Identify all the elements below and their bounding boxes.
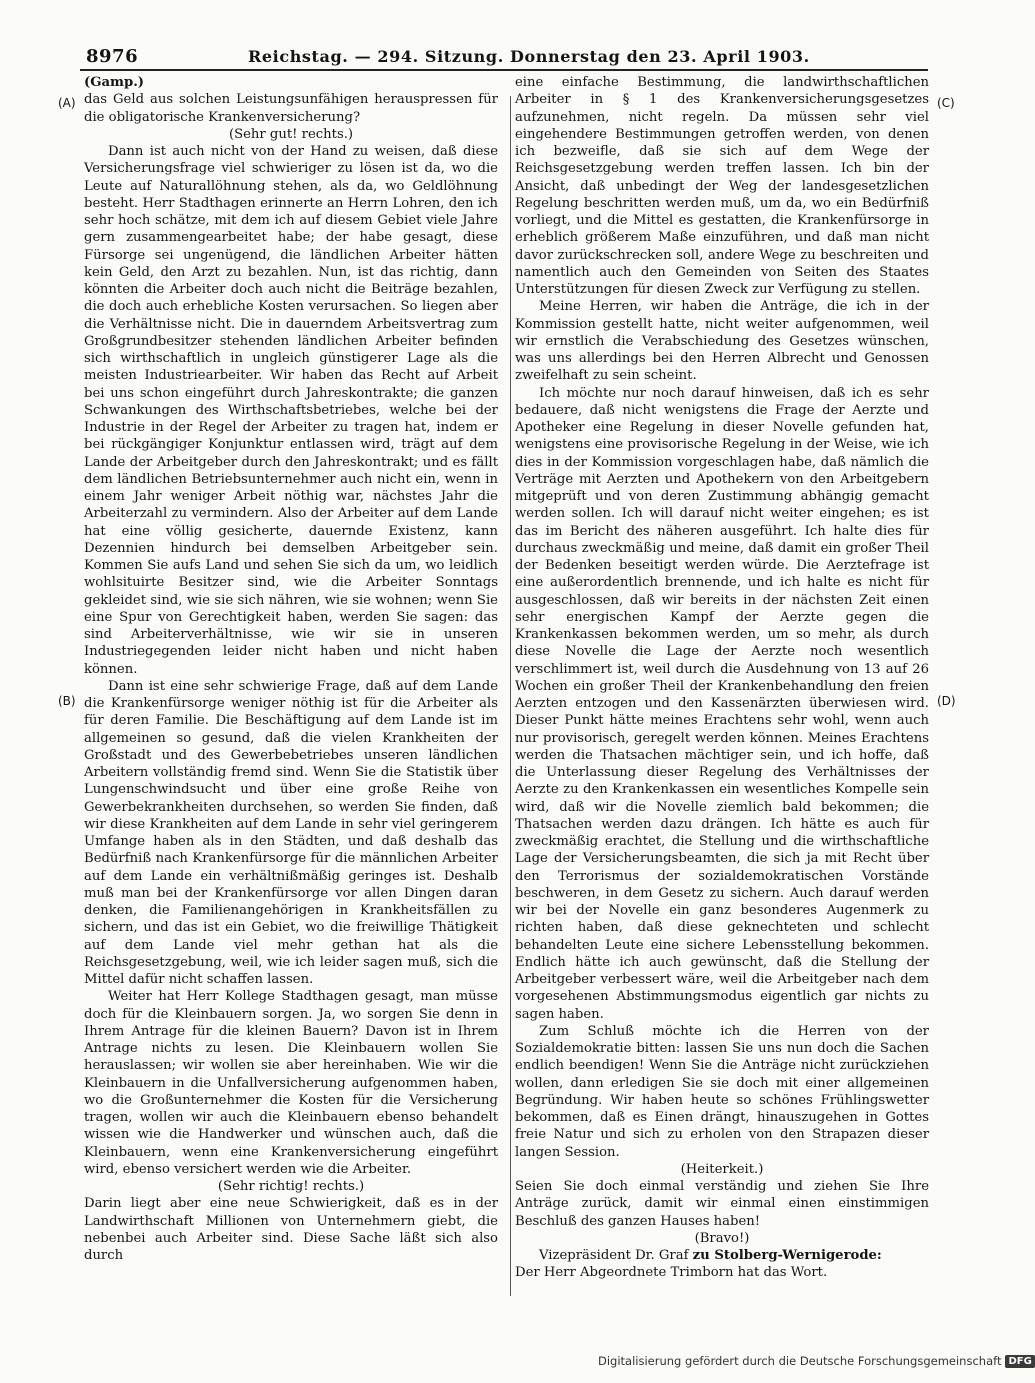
header-rule <box>80 69 928 71</box>
dfg-logo: DFG <box>1005 1355 1034 1368</box>
interjection: (Sehr richtig! rechts.) <box>217 1179 365 1194</box>
margin-mark-a: (A) <box>58 96 76 110</box>
page-number: 8976 <box>86 46 139 67</box>
margin-mark-b: (B) <box>58 694 76 708</box>
paragraph: Weiter hat Herr Kollege Stadthagen gesagt, man müsse doch für die Kleinbauern sorgen. Ja, wo sorgen Sie denn in Ihrem Antrage für die kleinen Bauern? Davon ist in Ihrem Antrage nichts zu lesen. Die Kleinbauern wollen Sie herauslassen; wir wollen sie aber hereinhaben. Wie wir die Kleinbauern in die Unfallversicherung aufgenommen haben, wo die Großunternehmer die Kosten für die Versicherung tragen, wollen wir auch die Kleinbauern ebenso behandelt wissen wie die Handwerker und wünschen auch, daß die Kleinbauern, wenn eine Krankenversicherung eingeführt wird, ebenso versichert werden wie die Arbeiter. <box>84 989 498 1177</box>
footer-text: Digitalisierung gefördert durch die Deutsche Forschungsgemeinschaft <box>598 1354 1002 1368</box>
paragraph: Meine Herren, wir haben die Anträge, die ich in der Kommission gestellt hatte, nicht weiter aufgenommen, weil wir ernstlich die Verabschiedung des Gesetzes wünschen, was uns allerdings bei den Herren Albrecht und Genossen zweifelhaft zu sein scheint. <box>515 299 929 384</box>
running-title: Reichstag. — 294. Sitzung. Donnerstag den 23. April 1903. <box>248 47 810 66</box>
margin-mark-d: (D) <box>937 694 956 708</box>
interjection: (Heiterkeit.) <box>680 1161 764 1177</box>
margin-mark-c: (C) <box>937 96 955 110</box>
speaker-title: Vizepräsident Dr. Graf <box>539 1248 693 1263</box>
paragraph: Dann ist auch nicht von der Hand zu weisen, daß diese Versicherungsfrage viel schwieriger zu lösen ist da, wo die Leute auf Naturallöhnung stehen, als da, wo Geldlöhnung besteht. Herr Stadthagen erinnerte an Herrn Lohren, den ich sehr hoch schätze, mit dem ich auf diesem Gebiet viele Jahre gern zusammengearbeitet habe; der habe gesagt, diese Fürsorge sei ungenügend, die ländlichen Arbeiter hätten kein Geld, den Arzt zu bezahlen. Nun, ist das richtig, dann könnten die Arbeiter doch auch nicht die Beiträge bezahlen, die doch auch erhebliche Kosten verursachen. So liegen aber die Verhältnisse nicht. Die in dauerndem Arbeitsvertrag zum Großgrundbesitzer stehenden ländlichen Arbeiter befinden sich wirthschaftlich in ungleich günstigerer Lage als die meisten Industriearbeiter. Wir haben das Recht auf Arbeit bei uns schon eingeführt durch Jahreskontrakte; die ganzen Schwankungen des Wirthschaftsbetriebes, welche bei der Industrie in der Regel der Arbeiter zu tragen hat, indem er bei rückgängiger Konjunktur entlassen wird, trägt auf dem Lande der Arbeitgeber durch den Jahreskontrakt; und es fällt dem ländlichen Betriebsunternehmer auch nicht ein, wenn in einem Jahr weniger Arbeit nöthig war, nächstes Jahr die Arbeiterzahl zu vermindern. Also der Arbeiter auf dem Lande hat eine völlig gesicherte, dauernde Existenz, kann Dezennien hindurch bei demselben Arbeitgeber sein. Kommen Sie aufs Land und sehen Sie sich da um, wo leidlich wohlsituirte Besitzer sind, wie die Arbeiter Sonntags gekleidet sind, wie sie sich nähren, wie sie wohnen; wenn Sie eine Spur von Gerechtigkeit haben, werden Sie sagen: das sind Arbeiterverhältnisse, wie wir sie in unseren Industriegegenden leider nicht haben und nicht haben können. <box>84 144 498 677</box>
left-column <box>84 74 498 1264</box>
paragraph: Dann ist eine sehr schwierige Frage, daß auf dem Lande die Krankenfürsorge weniger nöthig ist für die Arbeiter als für deren Familie. Die Beschäftigung auf dem Lande ist im allgemeinen so gesund, daß die vielen Krankheiten der Großstadt und des Gewerbebetriebes unseren ländlichen Arbeitern vollständig fremd sind. Wenn Sie die Statistik über Lungenschwindsucht und über eine große Reihe von Gewerbekrankheiten durchsehen, so werden Sie finden, daß wir diese Krankheiten auf dem Lande in sehr viel geringerem Umfange haben als in den Städten, und daß deshalb das Bedürfniß nach Krankenfürsorge für die männlichen Arbeiter auf dem Lande ein verhältnißmäßig geringes ist. Deshalb muß man bei der Krankenfürsorge vor allen Dingen daran denken, die Familienangehörigen in Krankheitsfällen zu sichern, und das ist ein Gebiet, wo die freiwillige Thätigkeit auf dem Lande viel mehr gethan hat als die Reichsgesetzgebung, weil, wie ich leider sagen muß, sich die Mittel dafür nicht schaffen lassen. <box>84 678 498 987</box>
paragraph: Zum Schluß möchte ich die Herren von der Sozialdemokratie bitten: lassen Sie uns nun doch die Sachen endlich beendigen! Wenn Sie die Anträge nicht zurückziehen wollen, dann erledigen Sie sie doch mit einer allgemeinen Begründung. Wir haben heute so schönes Frühlingswetter bekommen, daß es Einen drängt, hinauszugehen in Gottes freie Natur und sich zu erholen von den Strapazen dieser langen Session. <box>515 1023 929 1160</box>
page-header <box>80 44 928 68</box>
speaker-heading <box>515 1247 929 1264</box>
paragraph: Seien Sie doch einmal verständig und ziehen Sie Ihre Anträge zurück, damit wir einmal einen einstimmigen Beschluß des ganzen Hauses haben! <box>515 1179 929 1229</box>
interjection: (Sehr gut! rechts.) <box>228 126 354 142</box>
paragraph: Darin liegt aber eine neue Schwierigkeit, daß es in der Landwirthschaft Millionen von Unternehmern giebt, die nebenbei auch Arbeiter sind. Diese Sache läßt sich also durch <box>84 1196 498 1263</box>
right-column <box>515 74 929 1282</box>
column-divider <box>510 96 511 1296</box>
speaker-name: zu Stolberg-Wernigerode: <box>692 1248 882 1263</box>
paragraph: das Geld aus solchen Leistungsunfähigen herauspressen für die obligatorische Krankenversicherung? <box>84 92 498 125</box>
paragraph: Der Herr Abgeordnete Trimborn hat das Wort. <box>515 1265 828 1281</box>
paragraph: eine einfache Bestimmung, die landwirthschaftlichen Arbeiter in § 1 des Krankenversicherungsgesetzes aufzunehmen, nicht regeln. Da müssen sehr viel eingehendere Bestimmungen getroffen werden, von denen ich bezweifle, daß sie sich auf dem Wege der Reichsgesetzgebung werden treffen lassen. Ich bin der Ansicht, daß unbedingt der Weg der landesgesetzlichen Regelung beschritten werden muß, um da, wo ein Bedürfniß vorliegt, und die Mittel es gestatten, die Krankenfürsorge in erheblich größerem Maße einzuführen, und daß man nicht davor zurückschrecken soll, andere Wege zu beschreiten und namentlich auch den Gemeinden von Seiten des Staates Unterstützungen für diesen Zweck zur Verfügung zu stellen. <box>515 75 929 297</box>
digitization-footer <box>598 1354 1035 1368</box>
speaker-label: (Gamp.) <box>84 75 145 90</box>
paragraph: Ich möchte nur noch darauf hinweisen, daß ich es sehr bedauere, daß nicht wenigstens die Frage der Aerzte und Apotheker eine Regelung in dieser Novelle gefunden hat, wenigstens eine provisorische Regelung in der Weise, wie ich dies in der Kommission vorgeschlagen habe, daß nämlich die Verträge mit Aerzten und Apothekern von den Arbeitgebern mitgeprüft und von deren Zustimmung abhängig gemacht werden sollen. Ich will darauf nicht weiter eingehen; es ist das im Bericht des näheren ausgeführt. Ich halte dies für durchaus zweckmäßig und meine, daß damit ein großer Theil der Bedenken beseitigt werden würde. Die Aerztefrage ist eine außerordentlich brennende, und ich halte es nicht für ausgeschlossen, daß wir bereits in der nächsten Zeit einen sehr energischen Kampf der Aerzte gegen die Krankenkassen bekommen werden, um so mehr, als durch diese Novelle die Lage der Aerzte noch wesentlich verschlimmert ist, weil durch die Ausdehnung von 13 auf 26 Wochen ein großer Theil der Krankenbehandlung den freien Aerzten entzogen und den Kassenärzten überwiesen wird. Dieser Punkt hätte meines Erachtens sehr wohl, wenn auch nur provisorisch, geregelt werden können. Meines Erachtens werden die Thatsachen mächtiger sein, und ich hoffe, daß die Unterlassung dieser Regelung des Verhältnisses der Aerzte zu den Krankenkassen ein wesentliches Kompelle sein wird, daß wir die Novelle ziemlich bald bekommen; die Thatsachen werden dazu drängen. Ich hätte es auch für zweckmäßig erachtet, die Stellung und die wirthschaftliche Lage der Versicherungsbeamten, die sich ja mit Recht über den Terrorismus der sozialdemokratischen Vorstände beschweren, in dem Gesetz zu sichern. Auch darauf werden wir bei der Novelle ein ganz besonderes Augenmerk zu richten haben, daß diese geknechteten und schlecht behandelten Leute eine sichere Lebensstellung bekommen. Endlich hätte ich auch gewünscht, daß die Stellung der Arbeitgeber verbessert wäre, weil die Arbeitgeber nach dem vorgesehenen Abstimmungsmodus eigentlich gar nichts zu sagen haben. <box>515 385 929 1022</box>
interjection: (Bravo!) <box>694 1230 750 1246</box>
